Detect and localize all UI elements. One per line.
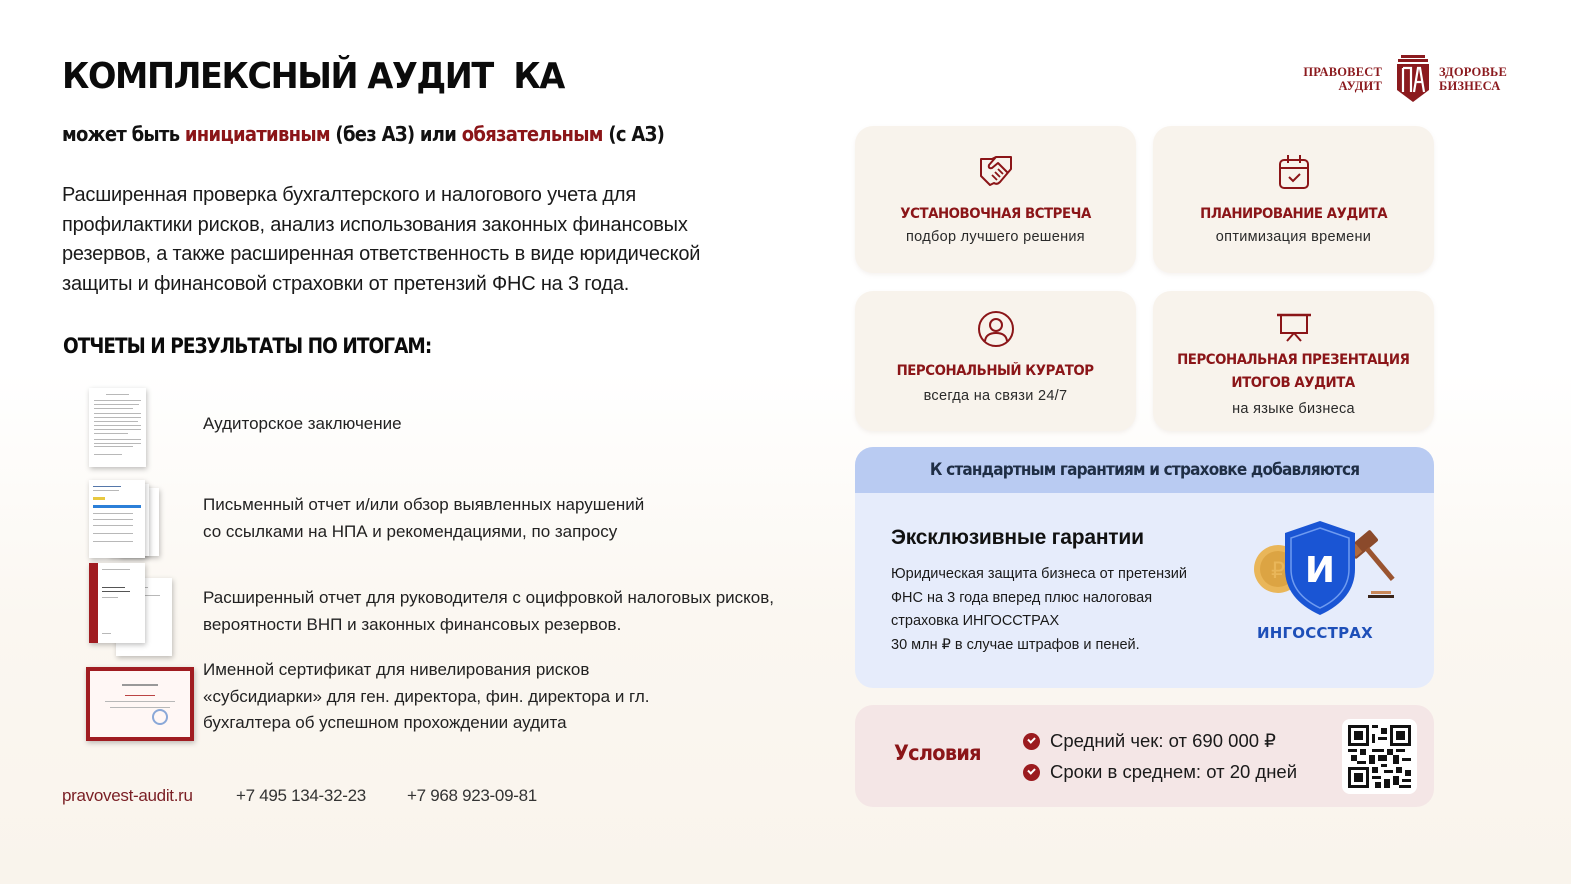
certificate-document-thumbnail (86, 667, 194, 742)
subtitle-text: может быть (62, 122, 185, 146)
guarantees-header-text: К стандартным гарантиям и страховке добавляются (929, 460, 1360, 480)
report-item-text: со ссылками на НПА и рекомендациями, по запросу (203, 521, 618, 541)
report-item-text: Аудиторское заключение (203, 414, 402, 433)
logo-left-line1: ПРАВОВЕСТ (1303, 65, 1382, 79)
partner-logo-letter: И (1304, 550, 1336, 591)
partner-name: ИНГОССТРАХ (1257, 624, 1373, 642)
subtitle-accent-mandatory: обязательным (461, 122, 603, 146)
conditions-panel (855, 705, 1434, 807)
website-link[interactable]: pravovest-audit.ru (62, 786, 193, 805)
phone-link-2[interactable]: +7 968 923-09-81 (407, 786, 537, 805)
feature-subtitle: всегда на связи 24/7 (923, 388, 1068, 404)
feature-title (1153, 349, 1434, 395)
condition-text: Средний чек: от 690 000 ₽ (1050, 730, 1276, 751)
user-circle-icon (977, 310, 1015, 348)
condition-text: Сроки в среднем: от 20 дней (1050, 761, 1298, 782)
subtitle-text: (с АЗ) (602, 122, 665, 146)
written-report-document-thumbnail (89, 480, 169, 560)
feature-card-meeting (855, 126, 1136, 273)
logo-right-line2: БИЗНЕСА (1439, 79, 1501, 93)
condition-item-price (1023, 730, 1276, 752)
executive-report-document-thumbnail (89, 563, 179, 658)
feature-title (1153, 203, 1434, 226)
check-circle-icon (1023, 764, 1040, 781)
reports-heading: ОТЧЕТЫ И РЕЗУЛЬТАТЫ ПО ИТОГАМ: (63, 334, 432, 358)
page-subtitle (62, 122, 664, 146)
feature-card-presentation (1153, 291, 1434, 431)
description-text: Расширенная проверка бухгалтерского и налогового учета для профилактики рисков, анализ использования законных финансовых резервов, а также расширенная ответственность в виде юридической защиты и финансовой страховки от претензий ФНС на 3 года. (62, 184, 701, 295)
guarantees-text (891, 563, 1241, 657)
report-item-4 (203, 657, 650, 737)
feature-title-line: ИТОГОВ АУДИТА (1231, 375, 1356, 391)
report-item-text: Расширенный отчет для руководителя с оцифровкой налоговых рисков, (203, 588, 774, 607)
guarantees-header (855, 447, 1434, 493)
guarantees-panel (855, 447, 1434, 688)
audit-report-document-thumbnail (89, 388, 147, 468)
logo-left-text (1303, 65, 1382, 93)
report-item-1 (203, 411, 402, 438)
report-item-text: «субсидиарки» для ген. директора, фин. директора и гл. (203, 686, 650, 706)
feature-title (855, 203, 1136, 226)
feature-title-line: УСТАНОВОЧНАЯ ВСТРЕЧА (900, 206, 1091, 222)
feature-title-line: ПЕРСОНАЛЬНЫЙ КУРАТОР (896, 363, 1095, 379)
feature-title (855, 360, 1136, 383)
insurance-shield-illustration-icon (1250, 519, 1400, 619)
feature-subtitle: оптимизация времени (1215, 229, 1372, 245)
phone-link-1[interactable]: +7 495 134-32-23 (236, 786, 366, 805)
logo-right-text (1439, 65, 1507, 93)
guarantees-line: страховка ИНГОССТРАХ (891, 613, 1060, 629)
report-item-text: вероятности ВНП и законных финансовых резервов. (203, 614, 622, 634)
conditions-title: Условия (894, 741, 981, 765)
feature-title-line: ПЛАНИРОВАНИЕ АУДИТА (1200, 206, 1387, 222)
company-logo (1300, 54, 1510, 104)
report-item-text: Именной сертификат для нивелирования рисков (203, 660, 590, 679)
report-item-3 (203, 585, 774, 638)
check-circle-icon (1023, 733, 1040, 750)
subtitle-accent-initiative: инициативным (184, 122, 330, 146)
calendar-check-icon (1278, 154, 1310, 190)
feature-subtitle: на языке бизнеса (1232, 401, 1355, 417)
svg-text:₽: ₽ (1271, 559, 1285, 584)
condition-item-duration (1023, 761, 1297, 783)
page-title: КОМПЛЕКСНЫЙ АУДИТ КА (62, 56, 564, 97)
guarantees-line: 30 млн ₽ в случае штрафов и пеней. (891, 636, 1140, 653)
feature-card-curator (855, 291, 1136, 431)
feature-card-planning (1153, 126, 1434, 273)
feature-title-line: ПЕРСОНАЛЬНАЯ ПРЕЗЕНТАЦИЯ (1177, 352, 1410, 368)
logo-right-line1: ЗДОРОВЬЕ (1439, 65, 1507, 79)
report-item-text: Письменный отчет и/или обзор выявленных нарушений (203, 495, 645, 514)
report-item-text: бухгалтера об успешном прохождении аудита (203, 713, 567, 732)
presentation-board-icon (1276, 312, 1312, 344)
guarantees-title: Эксклюзивные гарантии (891, 526, 1144, 549)
handshake-icon (978, 154, 1014, 188)
guarantees-line: ФНС на 3 года вперед плюс налоговая (891, 589, 1153, 606)
guarantees-line: Юридическая защита бизнеса от претензий (891, 566, 1187, 582)
report-item-2 (203, 492, 644, 545)
logo-left-line2: АУДИТ (1338, 79, 1382, 93)
logo-shield-monogram-icon (1395, 54, 1431, 104)
subtitle-text: (без АЗ) или (329, 122, 462, 146)
feature-subtitle: подбор лучшего решения (906, 229, 1085, 245)
qr-code-icon[interactable] (1342, 719, 1417, 794)
